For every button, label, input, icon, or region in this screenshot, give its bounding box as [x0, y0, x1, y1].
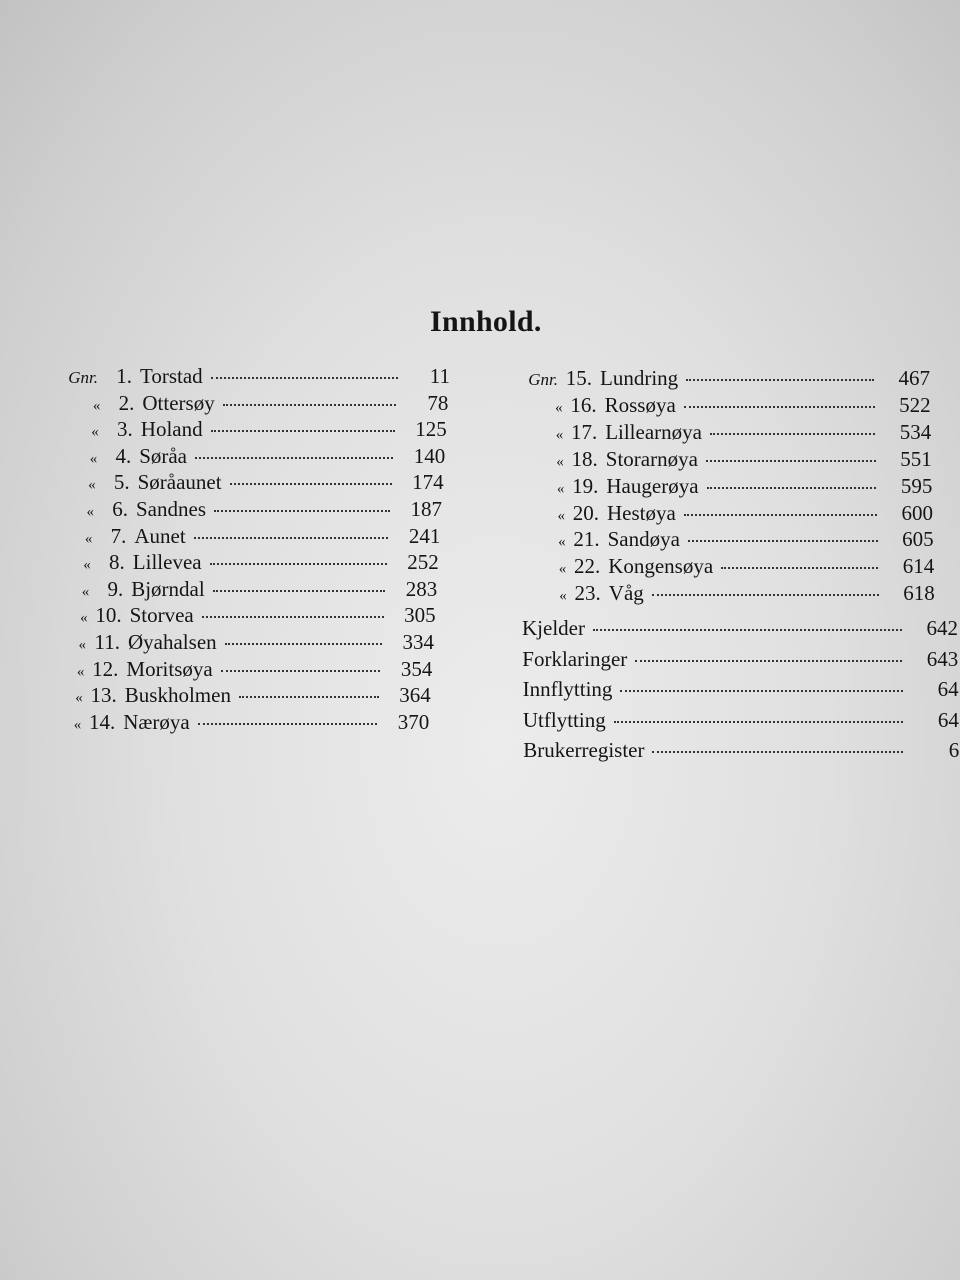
- dot-leader: [211, 430, 395, 432]
- entry-prefix: «: [73, 716, 82, 733]
- entry-number: 23.: [574, 581, 601, 606]
- toc-entry: [521, 677, 959, 707]
- dot-leader: [620, 690, 902, 692]
- toc-entry: [22, 657, 432, 687]
- toc-entry: [19, 710, 429, 740]
- toc-entry: [502, 447, 932, 477]
- entry-name: Søråaunet: [137, 470, 222, 495]
- entry-page: 11: [429, 364, 450, 388]
- entry-name: Haugerøya: [606, 473, 699, 498]
- entry-number: 16.: [570, 392, 597, 417]
- entry-prefix: «: [76, 663, 85, 680]
- show-through-text: [0, 790, 960, 824]
- toc-entry: [37, 417, 447, 447]
- dot-leader: [198, 723, 378, 725]
- entry-page: 241: [408, 523, 441, 548]
- toc-entry: [30, 524, 440, 554]
- entry-number: 14.: [88, 709, 116, 734]
- entry-prefix: «: [558, 534, 566, 551]
- entry-name: Sandøya: [607, 527, 680, 552]
- dot-leader: [593, 629, 902, 631]
- entry-name: Aunet: [134, 523, 186, 548]
- toc-entry: [27, 577, 437, 607]
- entry-page: 370: [397, 709, 430, 734]
- dot-leader: [230, 483, 392, 485]
- entry-prefix: «: [555, 399, 563, 416]
- entry-page: 467: [898, 366, 930, 390]
- entry-prefix: «: [88, 477, 96, 494]
- toc-entry: [521, 708, 959, 738]
- entry-page: 643: [926, 646, 959, 671]
- entry-page: 187: [410, 497, 442, 521]
- entry-prefix: «: [89, 450, 98, 467]
- toc-entry: [502, 474, 932, 504]
- entry-page: 78: [427, 390, 449, 415]
- entry-prefix: «: [92, 397, 101, 414]
- toc-entry: [504, 554, 934, 584]
- entry-page: 334: [402, 630, 434, 654]
- entry-page: 6: [948, 738, 960, 762]
- entry-page: 605: [902, 527, 934, 552]
- toc-entry: [520, 616, 958, 646]
- entry-name: Forklaringer: [522, 646, 628, 671]
- entry-page: 174: [412, 470, 444, 495]
- entry-page: 595: [900, 473, 933, 498]
- entry-name: Søråa: [139, 443, 188, 468]
- dot-leader: [688, 540, 878, 542]
- entry-page: 364: [399, 683, 431, 708]
- toc-entry: [500, 366, 930, 396]
- entry-number: 10.: [95, 603, 122, 628]
- entry-prefix: «: [555, 426, 564, 443]
- entry-page: 64: [937, 707, 959, 732]
- entry-number: 3.: [117, 417, 133, 442]
- entry-number: 4.: [115, 443, 132, 468]
- entry-name: Hestøya: [607, 500, 676, 525]
- entry-number: 1.: [116, 364, 132, 388]
- entry-number: 13.: [90, 683, 117, 708]
- entry-page: 283: [405, 576, 438, 601]
- entry-number: 22.: [573, 554, 601, 579]
- entry-page: 64: [937, 677, 959, 701]
- toc-entry: [501, 393, 931, 423]
- dot-leader: [614, 721, 903, 723]
- entry-page: 618: [903, 581, 935, 606]
- entry-name: Nærøya: [123, 709, 190, 734]
- entry-prefix: «: [557, 507, 565, 524]
- entry-prefix: «: [556, 453, 564, 470]
- dot-leader: [684, 514, 877, 516]
- dot-leader: [211, 377, 398, 379]
- entry-page: 140: [413, 443, 446, 468]
- toc-entry: [26, 603, 436, 633]
- dot-leader: [214, 510, 390, 512]
- toc-entry: [40, 364, 450, 394]
- toc-entry: [29, 550, 439, 580]
- entry-page: 551: [900, 446, 932, 471]
- dot-leader: [221, 670, 381, 672]
- entry-prefix: «: [558, 561, 567, 578]
- entry-page: 305: [404, 603, 436, 628]
- toc-entry: [505, 581, 935, 611]
- entry-name: Sandnes: [136, 497, 206, 521]
- entry-page: 125: [415, 417, 447, 442]
- entry-name: Kjelder: [522, 616, 585, 640]
- dot-leader: [652, 751, 903, 753]
- toc-entry: [521, 738, 959, 768]
- toc-entry: [503, 501, 933, 531]
- entry-name: Brukerregister: [523, 738, 645, 762]
- entry-prefix: «: [559, 588, 567, 605]
- dot-leader: [684, 406, 875, 408]
- entry-number: 6.: [112, 497, 128, 521]
- toc-entry: [24, 630, 434, 660]
- entry-number: 21.: [573, 527, 600, 552]
- entry-number: 12.: [92, 656, 119, 681]
- entry-page: 614: [902, 554, 935, 579]
- entry-number: 20.: [572, 500, 599, 525]
- entry-number: 8.: [109, 550, 125, 575]
- dot-leader: [194, 537, 389, 539]
- entry-prefix: «: [83, 557, 91, 574]
- entry-page: 252: [407, 550, 439, 575]
- entry-page: 600: [901, 500, 933, 525]
- dot-leader: [223, 404, 397, 406]
- dot-leader: [210, 563, 387, 565]
- entry-number: 5.: [113, 470, 130, 495]
- dot-leader: [707, 487, 877, 489]
- entry-page: 642: [926, 616, 958, 640]
- entry-number: 15.: [565, 366, 592, 390]
- entry-page: 354: [400, 656, 433, 681]
- entry-page: 534: [899, 419, 932, 444]
- entry-number: 18.: [571, 446, 598, 471]
- toc-entry: [34, 470, 444, 500]
- entry-name: Øyahalsen: [128, 630, 217, 654]
- entry-number: 2.: [118, 390, 135, 415]
- toc-entry: [32, 497, 442, 527]
- entry-prefix: «: [91, 424, 99, 441]
- entry-name: Storvea: [129, 603, 194, 628]
- toc-entry: [520, 647, 958, 677]
- entry-prefix: «: [80, 610, 88, 627]
- toc-entry: [21, 683, 431, 713]
- toc-entry: [504, 527, 934, 557]
- entry-name: Moritsøya: [126, 656, 213, 681]
- toc-entry: [38, 391, 448, 421]
- entry-name: Lundring: [600, 366, 679, 390]
- entry-name: Innflytting: [522, 677, 613, 701]
- entry-prefix: «: [81, 583, 90, 600]
- entry-page: 522: [899, 392, 931, 417]
- dot-leader: [239, 696, 379, 698]
- entry-name: Kongensøya: [608, 554, 714, 579]
- dot-leader: [710, 433, 875, 435]
- entry-number: 19.: [572, 473, 599, 498]
- entry-prefix: «: [84, 530, 93, 547]
- entry-prefix: Gnr.: [528, 370, 558, 389]
- entry-number: 17.: [570, 419, 598, 444]
- dot-leader: [195, 457, 393, 459]
- entry-number: 7.: [110, 523, 127, 548]
- entry-name: Buskholmen: [124, 683, 231, 708]
- entry-number: 11.: [94, 630, 120, 654]
- toc-entry: [501, 420, 931, 450]
- entry-name: Storarnøya: [605, 446, 698, 471]
- dot-leader: [652, 594, 879, 596]
- entry-name: Våg: [608, 581, 644, 606]
- dot-leader: [225, 643, 382, 645]
- entry-prefix: «: [75, 690, 83, 707]
- entry-name: Torstad: [140, 364, 203, 388]
- entry-name: Rossøya: [604, 392, 676, 417]
- toc-entry: [35, 444, 445, 474]
- entry-name: Lillearnøya: [605, 419, 702, 444]
- entry-prefix: Gnr.: [68, 368, 98, 387]
- entry-number: 9.: [107, 576, 124, 601]
- entry-name: Bjørndal: [131, 576, 205, 601]
- entry-name: Utflytting: [522, 707, 606, 732]
- entry-prefix: «: [556, 480, 565, 497]
- dot-leader: [706, 460, 876, 462]
- entry-name: Ottersøy: [142, 390, 215, 415]
- dot-leader: [635, 660, 902, 662]
- page-title: Innhold.: [430, 305, 542, 338]
- dot-leader: [213, 590, 386, 592]
- entry-prefix: «: [86, 504, 94, 520]
- dot-leader: [202, 616, 384, 618]
- entry-name: Lillevea: [132, 550, 202, 575]
- entry-name: Holand: [140, 417, 203, 442]
- dot-leader: [721, 567, 878, 569]
- entry-prefix: «: [78, 637, 86, 653]
- dot-leader: [686, 379, 874, 381]
